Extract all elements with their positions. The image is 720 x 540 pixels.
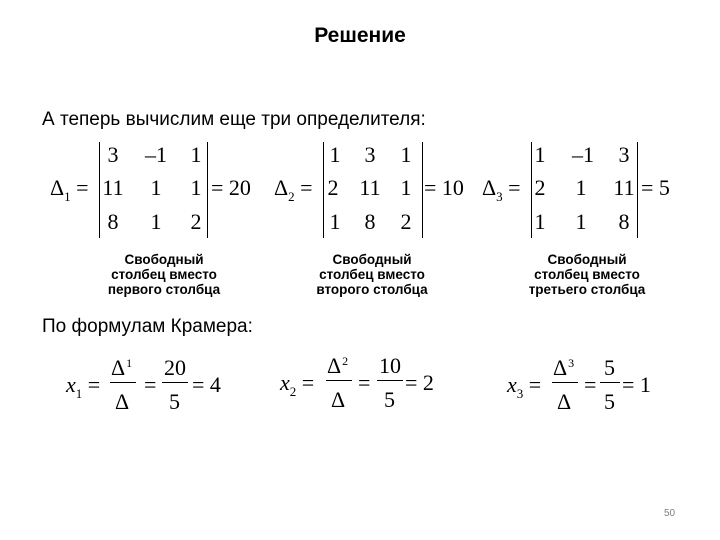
x2-value-denominator: 5: [384, 387, 395, 412]
equals-sign: =: [584, 372, 597, 397]
matrix-cell: 2: [190, 209, 202, 234]
x2-result: = 2: [405, 370, 434, 395]
matrix-cell: 1: [400, 175, 412, 200]
caption-1: Свободный столбец вместо первого столбца: [107, 252, 221, 297]
matrix-cell: 11: [359, 175, 381, 200]
x1-label: $x_1$ =: [66, 372, 101, 401]
matrix-cell: 8: [107, 209, 119, 234]
delta-2-label: $\Delta_2$ =: [274, 175, 313, 204]
intro-text: А теперь вычислим еще три определителя:: [42, 109, 426, 130]
delta-3-label: $\Delta_3$ =: [482, 175, 521, 204]
fraction-bar: [552, 382, 578, 383]
page-number: 50: [664, 508, 676, 519]
caption-2: Свободный столбец вместо второго столбца: [316, 252, 428, 297]
x1-value-denominator: 5: [169, 389, 180, 414]
determinant-bar-right: [637, 142, 638, 238]
matrix-cell: 1: [190, 175, 202, 200]
matrix-cell: 11: [102, 175, 124, 200]
fraction-bar: [110, 382, 136, 383]
matrix-cell: 2: [400, 209, 412, 234]
fraction-bar: [600, 382, 620, 383]
x3-result: = 1: [622, 372, 651, 397]
x1-numerator: $\Delta^1$: [111, 355, 133, 380]
x3-denominator: Δ: [557, 389, 572, 414]
x1-value-numerator: 20: [164, 355, 186, 380]
matrix-cell: 2: [534, 175, 546, 200]
matrix-cell: 1: [575, 175, 587, 200]
determinant-1-result: = 20: [211, 175, 251, 200]
matrix-cell: 8: [618, 209, 630, 234]
matrix-cell: 1: [329, 209, 341, 234]
matrix-cell: –1: [572, 142, 594, 167]
x3-label: $x_3$ =: [507, 372, 542, 401]
x3-value-denominator: 5: [604, 389, 615, 414]
x3-value-numerator: 5: [604, 355, 615, 380]
determinant-2-result: = 10: [424, 175, 464, 200]
equals-sign: =: [358, 370, 371, 395]
x1-denominator: Δ: [115, 389, 130, 414]
matrix-cell: 1: [534, 142, 546, 167]
delta-1-label: $\Delta_1$ =: [50, 175, 89, 204]
cramer-intro-text: По формулам Крамера:: [42, 316, 253, 337]
fraction-bar: [162, 382, 188, 383]
equals-sign: =: [144, 372, 157, 397]
matrix-cell: 1: [400, 142, 412, 167]
determinant-bar-right: [422, 142, 423, 238]
x2-label: $x_2$ =: [280, 370, 315, 399]
x2-denominator: Δ: [331, 387, 346, 412]
x3-numerator: $\Delta^3$: [553, 355, 575, 380]
matrix-cell: 3: [618, 142, 630, 167]
matrix-cell: –1: [145, 142, 167, 167]
matrix-cell: 1: [150, 209, 162, 234]
x2-value-numerator: 10: [379, 353, 401, 378]
slide-title: Решение: [314, 24, 406, 47]
matrix-cell: 1: [329, 142, 341, 167]
matrix-cell: 1: [150, 175, 162, 200]
matrix-cell: 11: [613, 175, 635, 200]
matrix-cell: 1: [534, 209, 546, 234]
fraction-bar: [326, 380, 352, 381]
fraction-bar: [377, 380, 403, 381]
matrix-cell: 2: [327, 175, 339, 200]
caption-3: Свободный столбец вместо третьего столбца: [528, 252, 646, 297]
matrix-cell: 1: [575, 209, 587, 234]
determinant-3-result: = 5: [641, 175, 670, 200]
x1-result: = 4: [192, 372, 221, 397]
x2-numerator: $\Delta^2$: [327, 353, 349, 378]
matrix-cell: 3: [107, 142, 119, 167]
matrix-cell: 8: [364, 209, 376, 234]
matrix-cell: 3: [364, 142, 376, 167]
matrix-cell: 1: [190, 142, 202, 167]
